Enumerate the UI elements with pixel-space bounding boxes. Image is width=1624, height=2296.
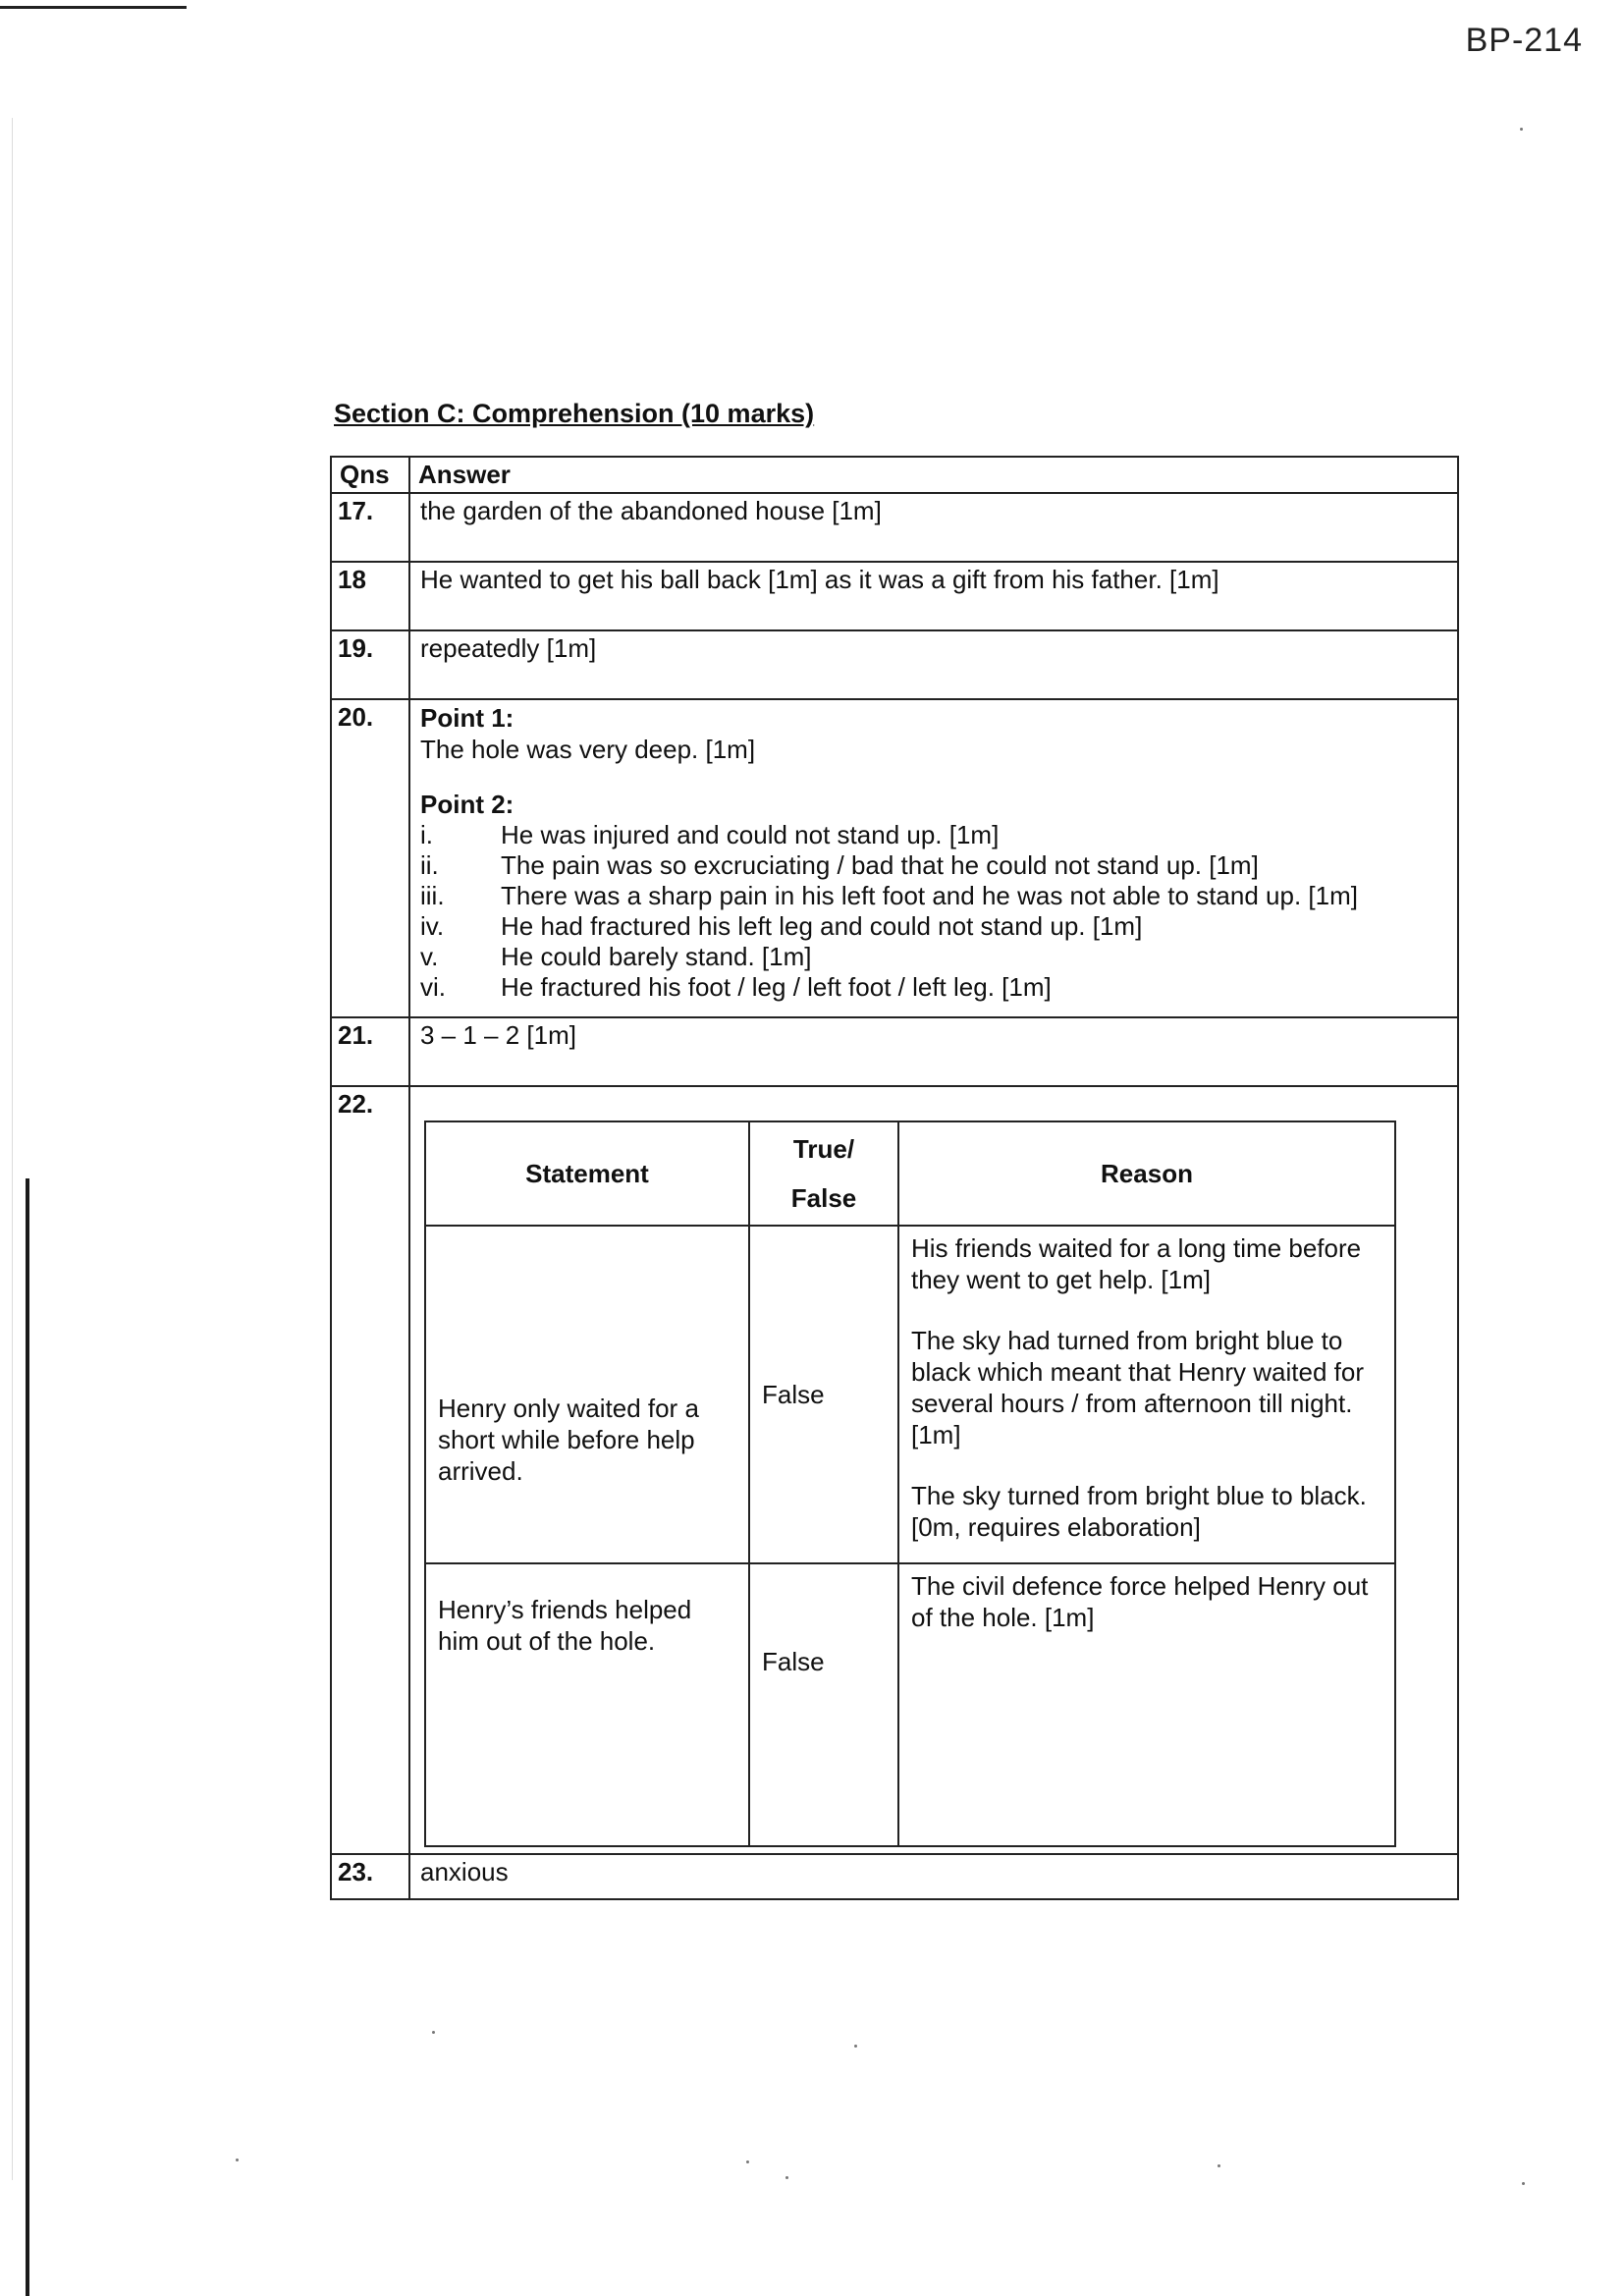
question-row-23 xyxy=(331,1854,1458,1899)
tf-row xyxy=(425,1226,1395,1563)
question-number: 21. xyxy=(331,1017,409,1086)
reason-text: The sky had turned from bright blue to black which meant that Henry waited for several hours / from afternoon till night. [1m] xyxy=(911,1326,1364,1449)
point-1-text: The hole was very deep. [1m] xyxy=(420,735,756,764)
answer-table xyxy=(330,456,1459,1900)
tf-row xyxy=(425,1563,1395,1846)
reason-cell xyxy=(898,1563,1395,1846)
reason-text: The civil defence force helped Henry out of the hole. [1m] xyxy=(911,1571,1369,1632)
answer-points xyxy=(409,699,1458,1017)
list-item: iii. There was a sharp pain in his left foot and he was not able to stand up. [1m] xyxy=(420,881,1358,910)
scan-speck xyxy=(746,2160,749,2163)
qns-header: Qns xyxy=(331,457,409,493)
list-item: ii. The pain was so excruciating / bad that he could not stand up. [1m] xyxy=(420,850,1259,880)
point-2-label: Point 2: xyxy=(420,790,514,819)
scan-speck xyxy=(1522,2182,1525,2185)
reason-text: His friends waited for a long time before they went to get help. [1m] xyxy=(911,1233,1362,1294)
scan-speck xyxy=(854,2045,857,2048)
answer-text: repeatedly [1m] xyxy=(409,630,1458,699)
true-false-cell xyxy=(409,1086,1458,1854)
question-row-22 xyxy=(331,1086,1458,1854)
question-row-20 xyxy=(331,699,1458,1017)
page-code: BP-214 xyxy=(1465,22,1583,59)
true-false-value: False xyxy=(749,1226,898,1563)
section-title: Section C: Comprehension (10 marks) xyxy=(334,399,815,428)
question-row-21 xyxy=(331,1017,1458,1086)
point-2-list xyxy=(420,820,1447,1003)
question-row-18 xyxy=(331,562,1458,630)
answer-text: He wanted to get his ball back [1m] as it was a gift from his father. [1m] xyxy=(409,562,1458,630)
reason-text: The sky turned from bright blue to black. [0m, requires elaboration] xyxy=(911,1481,1367,1542)
statement-cell: Henry’s friends helped him out of the hole. xyxy=(425,1563,749,1846)
question-number: 18 xyxy=(331,562,409,630)
list-item: i. He was injured and could not stand up. [1m] xyxy=(420,820,1000,849)
question-row-17 xyxy=(331,493,1458,562)
scan-speck xyxy=(785,2176,788,2179)
tf-header-row xyxy=(425,1121,1395,1226)
reason-header: Reason xyxy=(898,1121,1395,1226)
list-item: iv. He had fractured his left leg and could not stand up. [1m] xyxy=(420,911,1143,941)
answer-text: anxious xyxy=(409,1854,1458,1899)
scan-left-edge-bar xyxy=(26,1178,29,2296)
true-false-header: True/ False xyxy=(749,1121,898,1226)
answer-text: 3 – 1 – 2 [1m] xyxy=(409,1017,1458,1086)
question-number: 22. xyxy=(331,1086,409,1854)
question-number: 19. xyxy=(331,630,409,699)
statement-cell: Henry only waited for a short while before help arrived. xyxy=(425,1226,749,1563)
list-item: v. He could barely stand. [1m] xyxy=(420,942,812,971)
scan-top-rule xyxy=(0,6,187,9)
list-item: vi. He fractured his foot / leg / left foot / left leg. [1m] xyxy=(420,972,1052,1002)
true-false-value: False xyxy=(749,1563,898,1846)
header-row xyxy=(331,457,1458,493)
scan-speck xyxy=(1218,2164,1220,2167)
reason-cell xyxy=(898,1226,1395,1563)
true-false-table xyxy=(424,1121,1396,1847)
answer-text: the garden of the abandoned house [1m] xyxy=(409,493,1458,562)
question-row-19 xyxy=(331,630,1458,699)
point-1-label: Point 1: xyxy=(420,703,514,733)
scan-speck xyxy=(1520,128,1523,131)
question-number: 20. xyxy=(331,699,409,1017)
scan-speck xyxy=(432,2031,435,2034)
question-number: 17. xyxy=(331,493,409,562)
statement-header: Statement xyxy=(425,1121,749,1226)
scan-speck xyxy=(236,2159,239,2161)
answer-header: Answer xyxy=(409,457,1458,493)
question-number: 23. xyxy=(331,1854,409,1899)
scan-left-line xyxy=(12,118,13,2180)
